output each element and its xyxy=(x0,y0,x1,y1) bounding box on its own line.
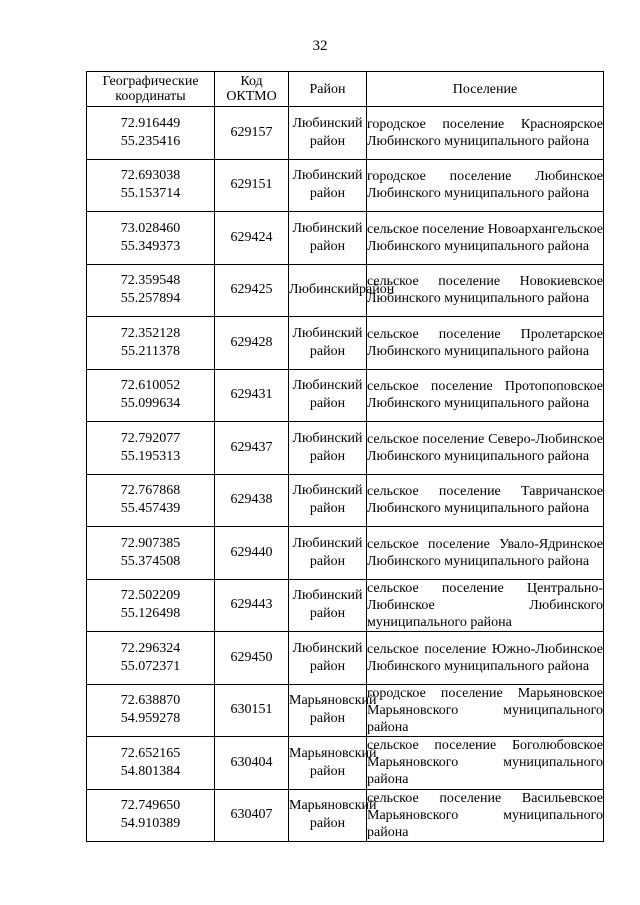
district-cell: Марьяновский район xyxy=(289,737,367,790)
coordinates-cell xyxy=(87,422,215,475)
page-number: 32 xyxy=(312,38,328,54)
table-body xyxy=(87,107,604,842)
latitude-value: 54.910389 xyxy=(120,816,181,832)
district-cell: Любинский район xyxy=(289,107,367,160)
district-cell: Любинский район xyxy=(289,212,367,265)
latitude-value: 55.235416 xyxy=(120,133,181,149)
settlement-cell: сельское поселение Тавричанское Любинского муниципального района xyxy=(367,474,604,527)
longitude-value: 72.767868 xyxy=(120,483,181,499)
oktmo-cell: 629438 xyxy=(215,474,289,527)
longitude-value: 72.792077 xyxy=(120,430,181,446)
longitude-value: 72.693038 xyxy=(120,168,181,184)
header-oktmo: Код ОКТМО xyxy=(215,72,289,107)
table-row xyxy=(87,369,604,422)
table-row xyxy=(87,474,604,527)
longitude-value: 72.638870 xyxy=(120,693,181,709)
coordinates-cell xyxy=(87,369,215,422)
longitude-value: 72.296324 xyxy=(120,640,181,656)
longitude-value: 72.749650 xyxy=(120,798,181,814)
settlements-table xyxy=(86,71,604,842)
oktmo-cell: 629425 xyxy=(215,264,289,317)
settlement-cell: сельское поселение Центрально-Любинское Любинского муниципального района xyxy=(367,580,603,630)
latitude-value: 55.211378 xyxy=(121,343,180,359)
coordinates-cell xyxy=(87,684,215,737)
longitude-value: 72.916449 xyxy=(120,115,181,131)
header-settlement: Поселение xyxy=(367,72,604,107)
oktmo-cell: 629151 xyxy=(215,159,289,212)
district-cell: Любинский район xyxy=(289,369,367,422)
district-cell: Марьяновский район xyxy=(289,684,367,737)
latitude-value: 55.126498 xyxy=(120,606,181,622)
settlement-cell: сельское поселение Боголюбовское Марьяновского муниципального района xyxy=(367,738,603,788)
table-row xyxy=(87,527,604,580)
settlement-cell: городское поселение Марьяновское Марьяновского муниципального района xyxy=(367,685,603,735)
oktmo-cell: 629443 xyxy=(215,579,289,632)
longitude-value: 73.028460 xyxy=(120,220,181,236)
district-cell: Марьяновский район xyxy=(289,789,367,842)
coordinates-cell xyxy=(87,317,215,370)
settlement-cell: сельское поселение Южно-Любинское Любинского муниципального района xyxy=(367,632,604,685)
settlement-cell: сельское поселение Пролетарское Любинского муниципального района xyxy=(367,317,604,370)
longitude-value: 72.652165 xyxy=(120,745,181,761)
longitude-value: 72.907385 xyxy=(120,535,181,551)
district-cell: Любинский район xyxy=(289,317,367,370)
latitude-value: 55.072371 xyxy=(120,658,181,674)
oktmo-cell: 629437 xyxy=(215,422,289,475)
header-district: Район xyxy=(289,72,367,107)
longitude-value: 72.502209 xyxy=(120,588,181,604)
coordinates-cell xyxy=(87,107,215,160)
settlement-cell: сельское поселение Протопоповское Любинского муниципального района xyxy=(367,369,604,422)
latitude-value: 55.349373 xyxy=(120,238,181,254)
settlement-cell: сельское поселение Северо-Любинское Любинского муниципального района xyxy=(367,422,604,475)
table-row xyxy=(87,159,604,212)
table-row xyxy=(87,422,604,475)
table-row xyxy=(87,684,604,737)
table-row xyxy=(87,632,604,685)
district-cell: Любинский район xyxy=(289,579,367,632)
latitude-value: 55.374508 xyxy=(120,553,181,569)
table-header-row xyxy=(87,72,604,107)
coordinates-cell xyxy=(87,579,215,632)
coordinates-cell xyxy=(87,789,215,842)
coordinates-cell xyxy=(87,474,215,527)
table-row xyxy=(87,212,604,265)
latitude-value: 55.457439 xyxy=(120,501,181,517)
settlement-cell: сельское поселение Увало-Ядринское Любинского муниципального района xyxy=(367,527,604,580)
table-row xyxy=(87,264,604,317)
latitude-value: 55.257894 xyxy=(120,291,181,307)
oktmo-cell: 629431 xyxy=(215,369,289,422)
table-row xyxy=(87,579,604,632)
longitude-value: 72.610052 xyxy=(120,378,181,394)
header-coordinates: Географические координаты xyxy=(87,72,215,107)
district-cell: Любинский район xyxy=(289,632,367,685)
oktmo-cell: 629157 xyxy=(215,107,289,160)
settlement-cell: сельское поселение Новокиевское Любинского муниципального района xyxy=(367,264,604,317)
latitude-value: 54.801384 xyxy=(120,763,181,779)
coordinates-cell xyxy=(87,212,215,265)
district-cell: Любинский район xyxy=(289,159,367,212)
latitude-value: 55.153714 xyxy=(120,186,181,202)
table-row xyxy=(87,737,604,790)
longitude-value: 72.352128 xyxy=(120,325,181,341)
coordinates-cell xyxy=(87,527,215,580)
district-cell: Любинскийрайон xyxy=(289,264,367,317)
oktmo-cell: 630407 xyxy=(215,789,289,842)
oktmo-cell: 629440 xyxy=(215,527,289,580)
coordinates-cell xyxy=(87,264,215,317)
settlement-cell: городское поселение Любинское Любинского муниципального района xyxy=(367,159,604,212)
oktmo-cell: 629450 xyxy=(215,632,289,685)
settlement-cell: сельское поселение Васильевское Марьяновского муниципального района xyxy=(367,790,603,840)
district-cell: Любинский район xyxy=(289,422,367,475)
settlement-cell: городское поселение Красноярское Любинского муниципального района xyxy=(367,107,604,160)
oktmo-cell: 630404 xyxy=(215,737,289,790)
coordinates-cell xyxy=(87,737,215,790)
district-cell: Любинский район xyxy=(289,527,367,580)
table-row xyxy=(87,317,604,370)
oktmo-cell: 629428 xyxy=(215,317,289,370)
coordinates-cell xyxy=(87,159,215,212)
longitude-value: 72.359548 xyxy=(120,273,181,289)
oktmo-cell: 630151 xyxy=(215,684,289,737)
settlement-cell: сельское поселение Новоархангельское Любинского муниципального района xyxy=(367,212,604,265)
district-cell: Любинский район xyxy=(289,474,367,527)
table-row xyxy=(87,789,604,842)
latitude-value: 55.099634 xyxy=(120,396,181,412)
coordinates-cell xyxy=(87,632,215,685)
table-row xyxy=(87,107,604,160)
latitude-value: 54.959278 xyxy=(120,711,181,727)
latitude-value: 55.195313 xyxy=(120,448,181,464)
oktmo-cell: 629424 xyxy=(215,212,289,265)
